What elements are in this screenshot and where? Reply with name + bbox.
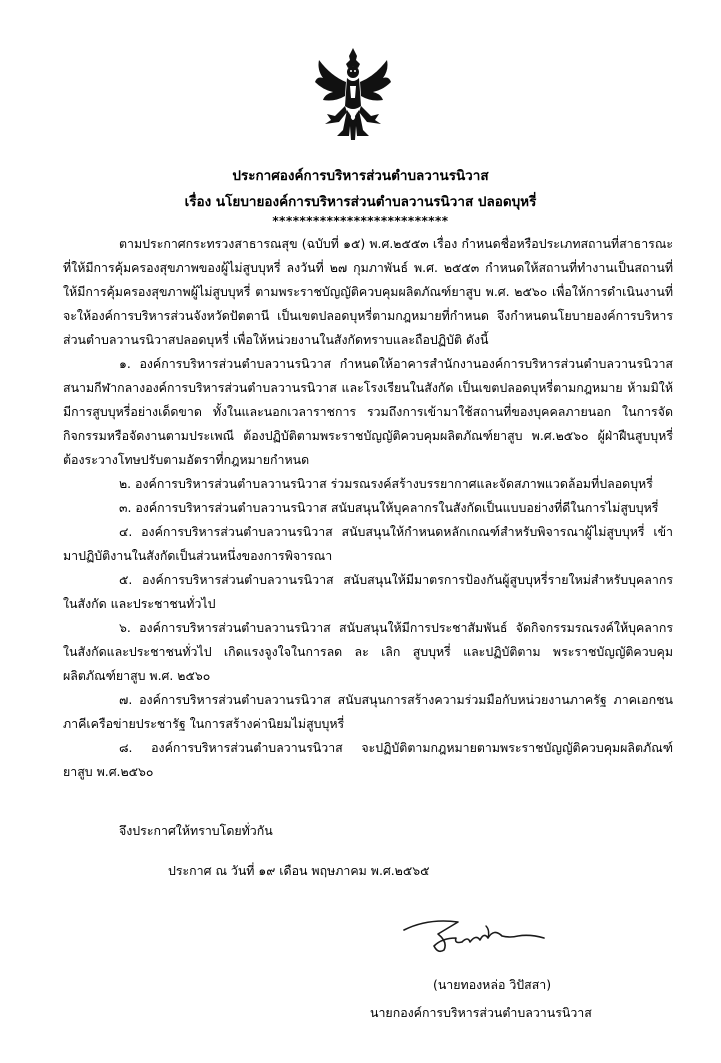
announcement-body — [63, 232, 673, 784]
signer-name: (นายทองหล่อ วิปัสสา) — [433, 977, 552, 992]
policy-item-3: ๓. องค์การบริหารส่วนตำบลวานรนิวาส สนับสนุนให้บุคลากรในสังกัดเป็นแบบอย่างที่ดีในการไม่สูบบุหรี่ — [119, 500, 659, 515]
policy-item-1: ๑. องค์การบริหารส่วนตำบลวานรนิวาส กำหนดให้อาคารสำนักงานองค์การบริหารส่วนตำบลวานรนิวาส สนามกีฬากลางองค์การบริหารส่วนตำบลวานรนิวาส และโรงเรียนในสังกัด เป็นเขตปลอดบุหรี่ตามกฎหมาย ห้ามมิให้มีการสูบบุหรี่อย่างเด็ดขาด ทั้งในและนอกเวลาราชการ รวมถึงการเข้ามาใช้สถานที่ของบุคคลภายนอก ในการจัดกิจกรรมหรือจัดงานตามประเพณี ต้องปฏิบัติตามพระราชบัญญัติควบคุมผลิตภัณฑ์ยาสูบ พ.ศ.๒๕๖๐ ผู้ฝ่าฝืนสูบบุหรี่ต้องระวางโทษปรับตามอัตราที่กฎหมายกำหนด — [63, 356, 673, 467]
org-header: ประกาศองค์การบริหารส่วนตำบลวานรนิวาส — [232, 168, 489, 184]
closing-line: จึงประกาศให้ทราบโดยทั่วกัน — [119, 823, 273, 838]
announced-date: ประกาศ ณ วันที่ ๑๙ เดือน พฤษภาคม พ.ศ.๒๕๖๕ — [168, 863, 430, 878]
signature-icon — [398, 908, 548, 962]
policy-item-8: ๘. องค์การบริหารส่วนตำบลวานรนิวาส จะปฏิบัติตามกฎหมายตามพระราชบัญญัติควบคุมผลิตภัณฑ์ ยาสูบ พ.ศ.๒๕๖๐ — [63, 740, 673, 779]
intro-paragraph: ตามประกาศกระทรวงสาธารณสุข (ฉบับที่ ๑๕) พ.ศ.๒๕๕๓ เรื่อง กำหนดชื่อหรือประเภทสถานที่สาธารณะที่ให้มีการคุ้มครองสุขภาพของผู้ไม่สูบบุหรี่ ลงวันที่ ๒๗ กุมภาพันธ์ พ.ศ. ๒๕๕๓ กำหนดให้สถานที่ทำงานเป็นสถานที่ให้มีการคุ้มครองสุขภาพผู้ไม่สูบบุหรี่ ตามพระราชบัญญัติควบคุมผลิตภัณฑ์ยาสูบ พ.ศ. ๒๕๖๐ เพื่อให้การดำเนินงานที่จะให้องค์การบริหารส่วนจังหวัดปัตตานี เป็นเขตปลอดบุหรี่ตามกฎหมายที่กำหนด จึงกำหนดนโยบายองค์การบริหารส่วนตำบลวานรนิวาสปลอดบุหรี่ เพื่อให้หน่วยงานในสังกัดทราบและถือปฏิบัติ ดังนี้ — [63, 236, 673, 347]
policy-item-4: ๔. องค์การบริหารส่วนตำบลวานรนิวาส สนับสนุนให้กำหนดหลักเกณฑ์สำหรับพิจารณาผู้ไม่สูบบุหรี่ เข้ามาปฏิบัติงานในสังกัดเป็นส่วนหนึ่งของการพิจารณา — [63, 524, 673, 563]
garuda-emblem-icon — [313, 46, 393, 142]
divider-stars: ************************** — [272, 214, 449, 228]
policy-item-7: ๗. องค์การบริหารส่วนตำบลวานรนิวาส สนับสนุนการสร้างความร่วมมือกับหน่วยงานภาครัฐ ภาคเอกชน ภาคีเครือข่ายประชารัฐ ในการสร้างค่านิยมไม่สูบบุหรี่ — [63, 692, 673, 731]
policy-item-6: ๖. องค์การบริหารส่วนตำบลวานรนิวาส สนับสนุนให้มีการประชาสัมพันธ์ จัดกิจกรรมรณรงค์ให้บุคลากร ในสังกัดและประชาชนทั่วไป เกิดแรงจูงใจในการลด ละ เลิก สูบบุหรี่ และปฏิบัติตาม พระราชบัญญัติควบคุม ผลิตภัณฑ์ยาสูบ พ.ศ. ๒๕๖๐ — [63, 620, 673, 683]
signer-position: นายกองค์การบริหารส่วนตำบลวานรนิวาส — [370, 1005, 592, 1020]
policy-item-2: ๒. องค์การบริหารส่วนตำบลวานรนิวาส ร่วมรณรงค์สร้างบรรยากาศและจัดสภาพแวดล้อมที่ปลอดบุหรี่ — [119, 476, 653, 491]
subject-line: เรื่อง นโยบายองค์การบริหารส่วนตำบลวานรนิวาส ปลอดบุหรี่ — [184, 194, 537, 210]
policy-item-5: ๕. องค์การบริหารส่วนตำบลวานรนิวาส สนับสนุนให้มีมาตรการป้องกันผู้สูบบุหรี่รายใหม่สำหรับบุคลากร ในสังกัด และประชาชนทั่วไป — [63, 572, 673, 611]
